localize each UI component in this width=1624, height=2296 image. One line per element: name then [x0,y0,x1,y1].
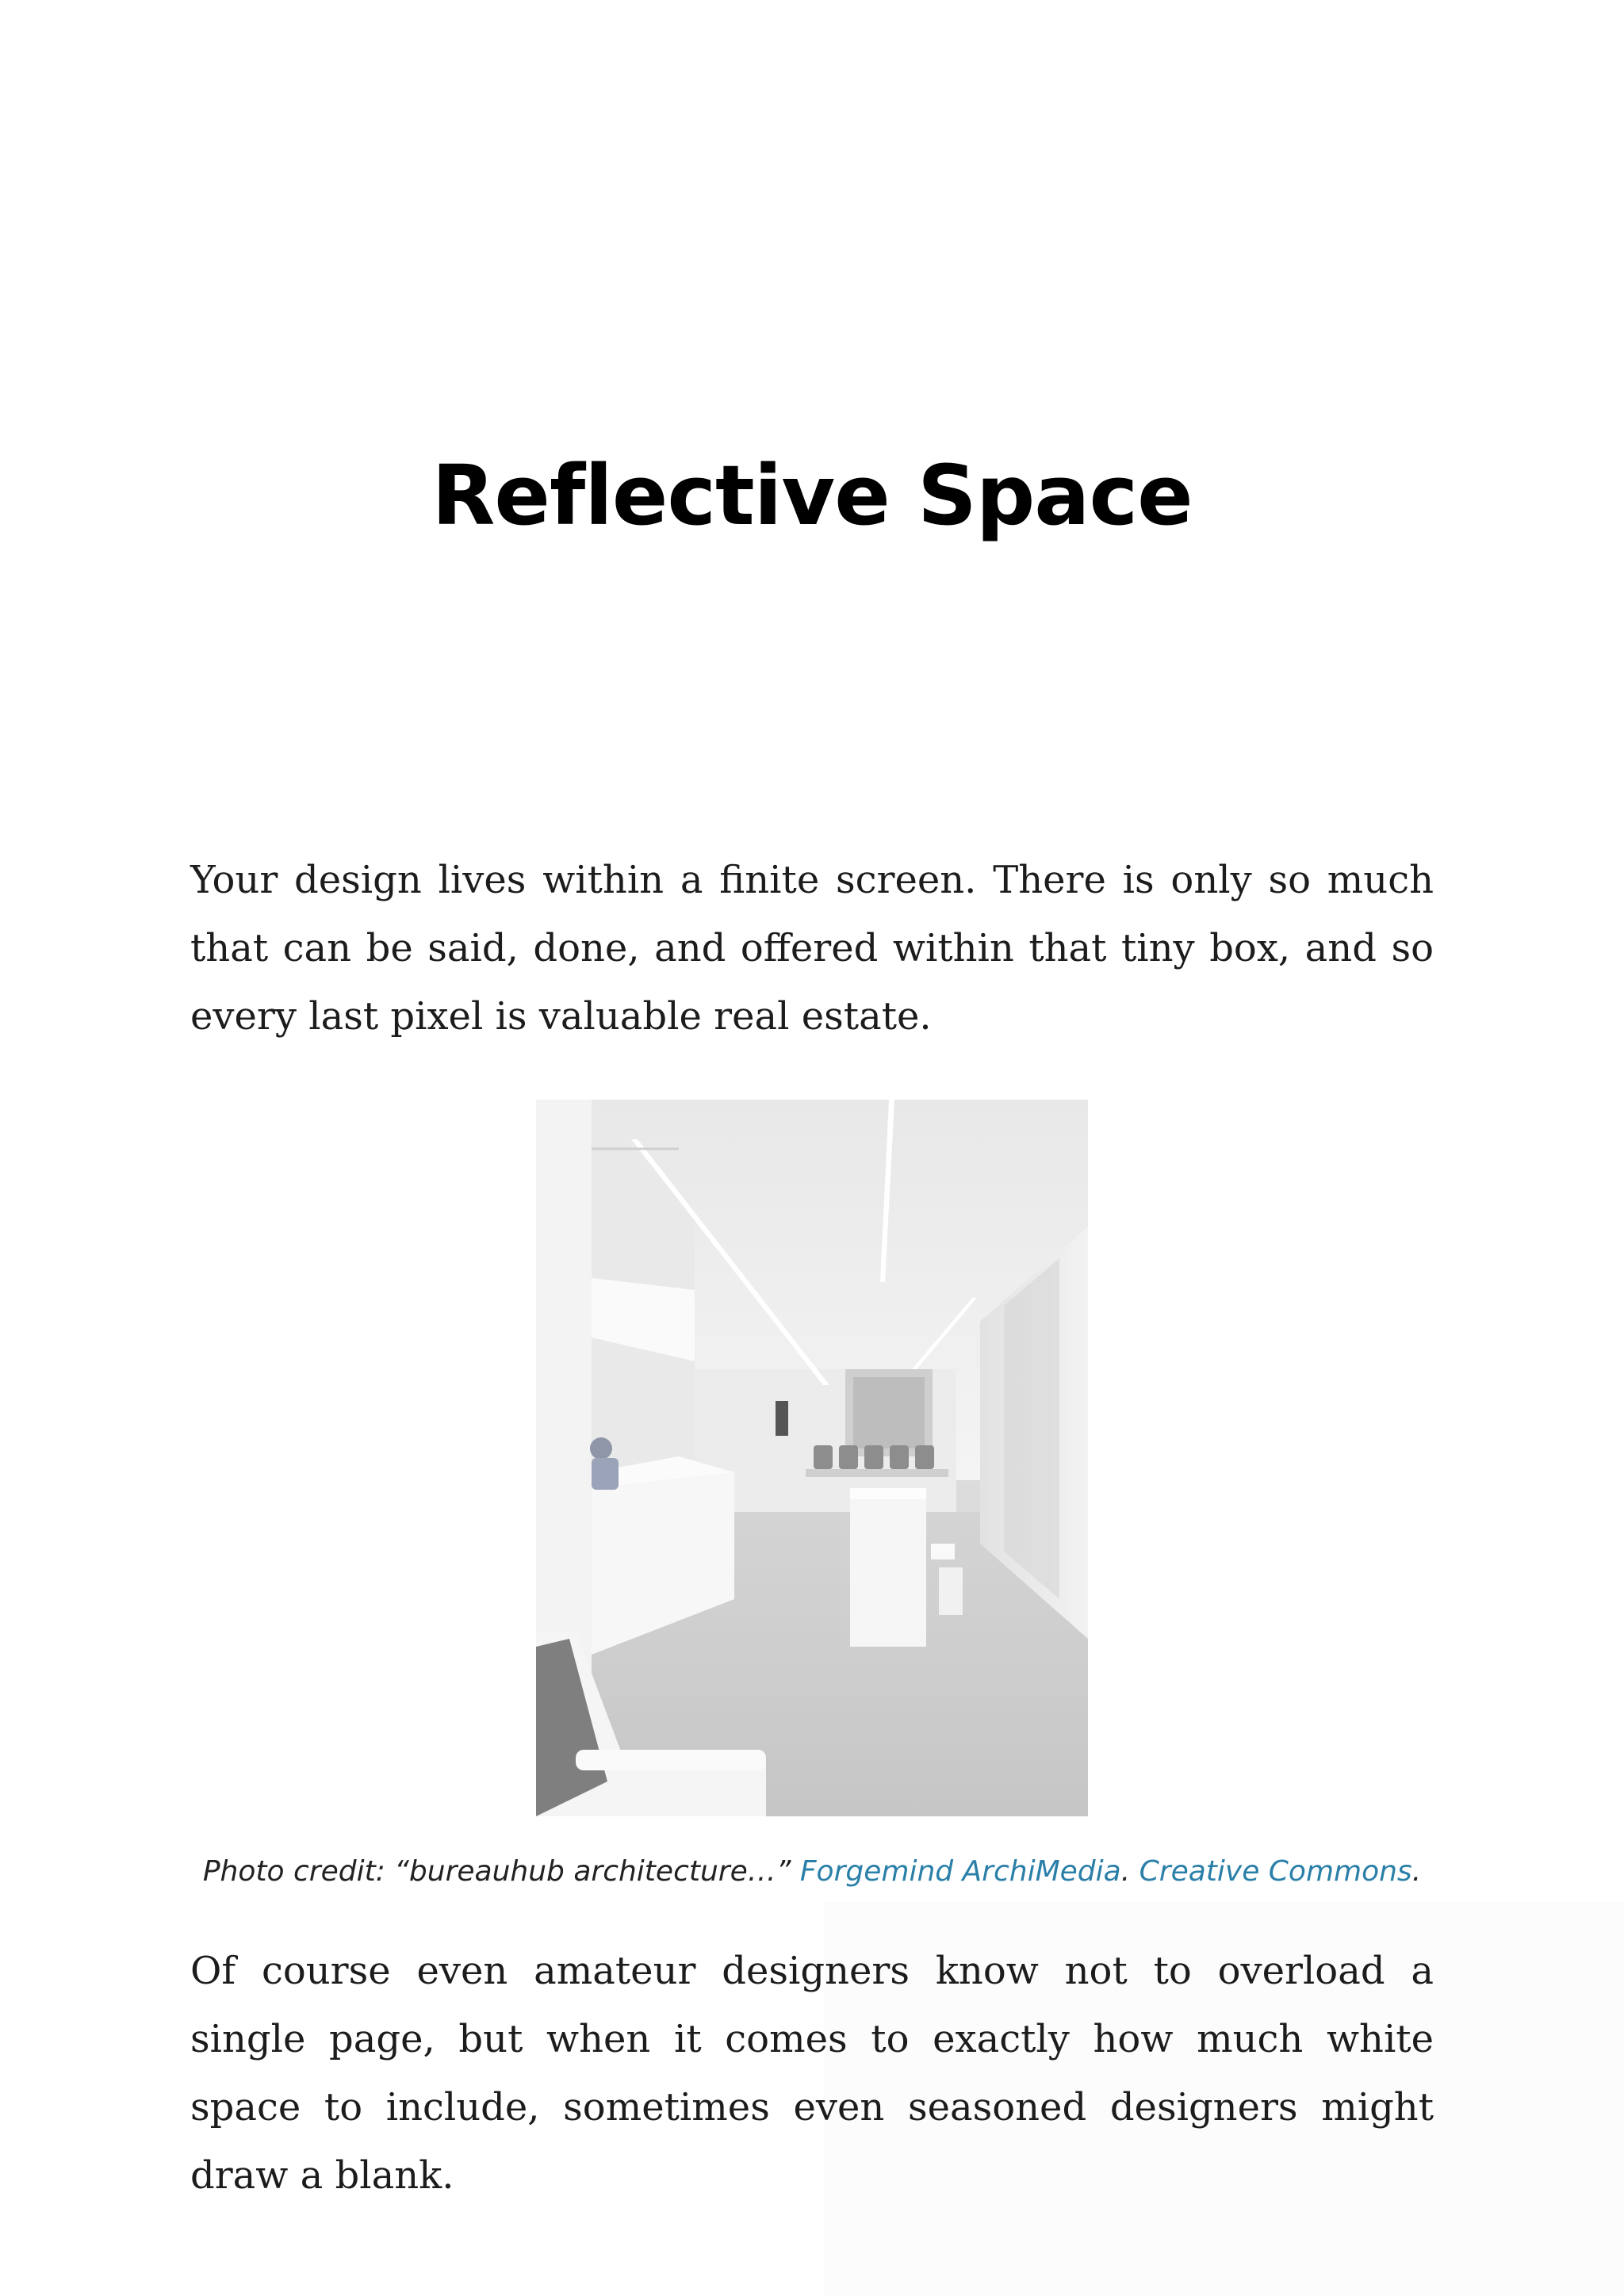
photo-caption [0,1851,1624,1892]
page-title: Reflective Space [431,447,1193,544]
caption-separator: . [1120,1855,1139,1888]
interior-photo-illustration [536,1100,1088,1816]
caption-credit-text: Photo credit: “bureauhub architecture…” [202,1855,800,1888]
body-paragraph: Of course even amateur designers know not to overload a single page, but when it comes to exactly how much white space to include, sometimes even seasoned designers might draw a blank. [190,1949,1434,2198]
caption-suffix: . [1411,1855,1422,1888]
license-link[interactable]: Creative Commons [1139,1855,1412,1888]
author-link[interactable]: Forgemind ArchiMedia [799,1855,1121,1888]
interior-photo [536,1100,1088,1816]
intro-paragraph: Your design lives within a finite screen. There is only so much that can be said, done, and offered within that tiny box, and so every last pixel is valuable real estate. [190,858,1434,1039]
